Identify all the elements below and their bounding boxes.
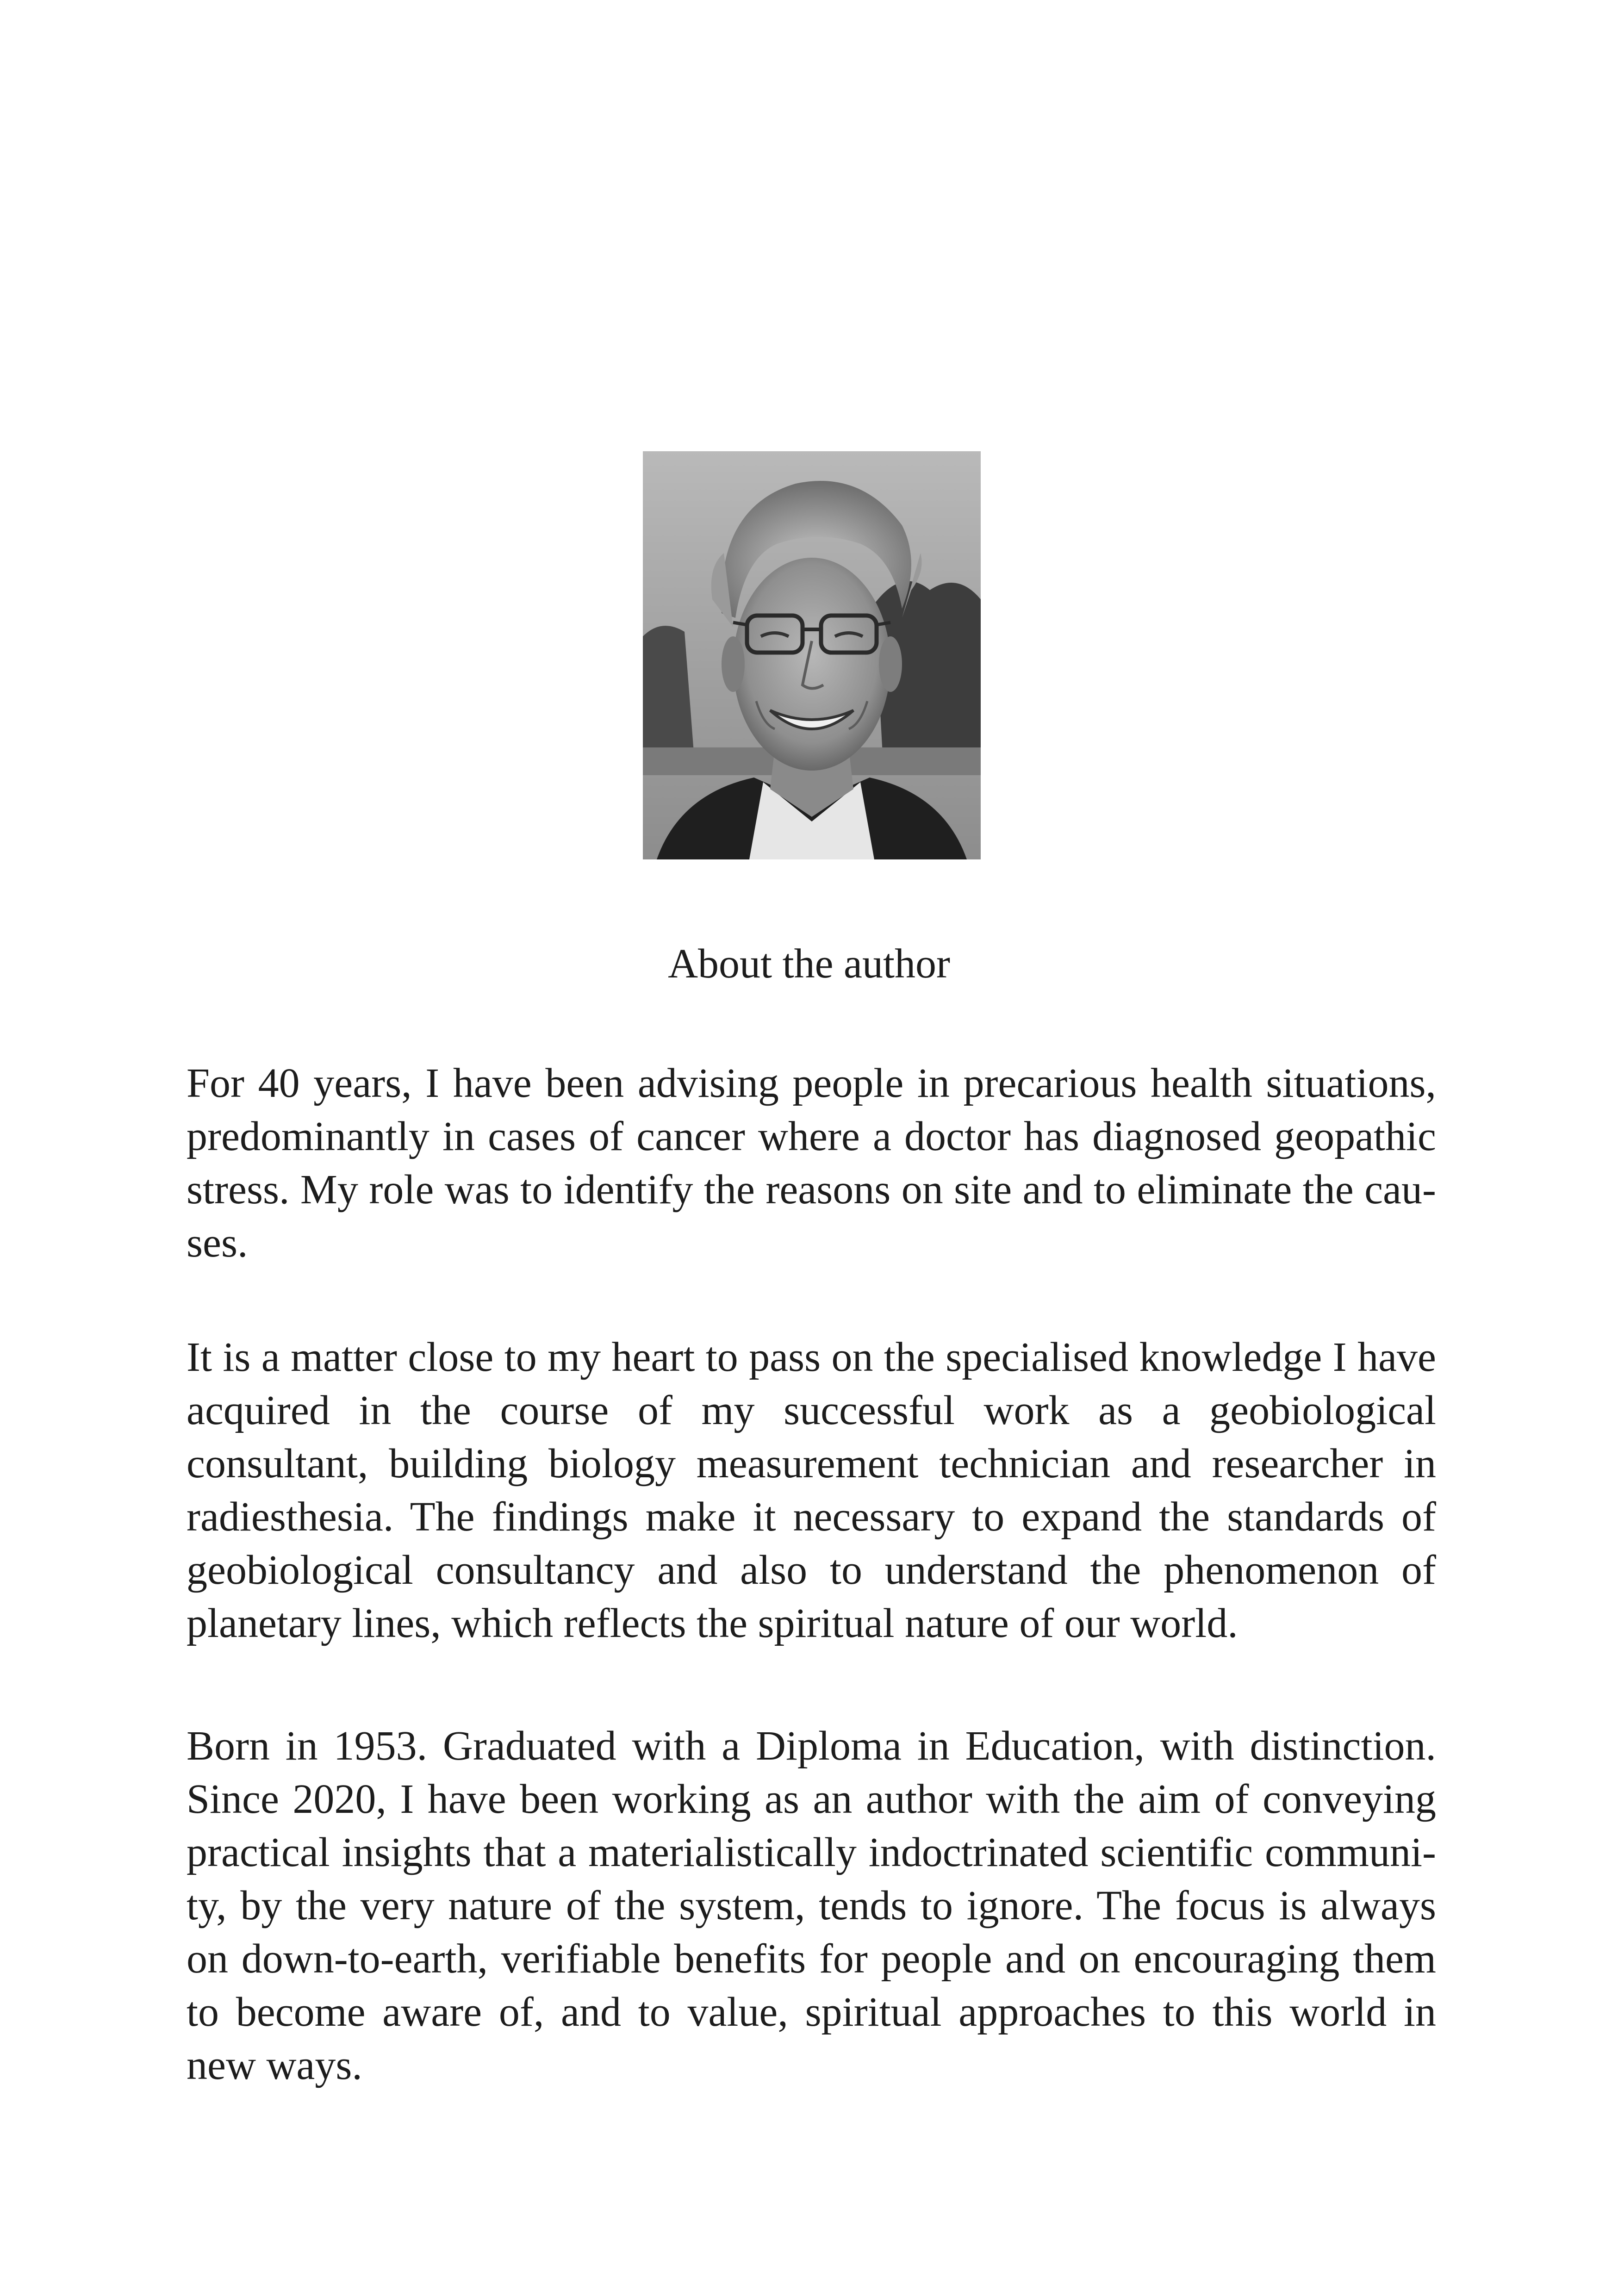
section-heading: About the author <box>668 941 950 987</box>
author-photo <box>643 451 981 859</box>
paragraph-biography: Born in 1953. Graduated with a Diploma in Education, with distinction. Since 2020, I have been working as an author with the aim of conveying practical insights that a materialistically indoctrinated scientific community, by the very nature of the system, tends to ignore. The focus is always on down-to-earth, verifiable benefits for people and on encouraging them to become aware of, and to value, spiritual approaches to this world in new ways. <box>187 1723 1436 2088</box>
paragraph-mission: It is a matter close to my heart to pass on the specialised knowledge I have acquired in the course of my successful work as a geobiological consultant, building biology measurement technician and researcher in radiesthesia. The findings make it necessary to expand the standards of geobiological consultancy and also to understand the phenomenon of planetary lines, which reflects the spiritual nature of our world. <box>187 1334 1436 1646</box>
author-portrait-image <box>643 451 981 859</box>
paragraph-experience: For 40 years, I have been advising people in precarious health situations, predominantly in cases of cancer where a doctor has diagnosed geopathic stress. My role was to identify the reasons on site and to eliminate the causes. <box>187 1060 1436 1266</box>
